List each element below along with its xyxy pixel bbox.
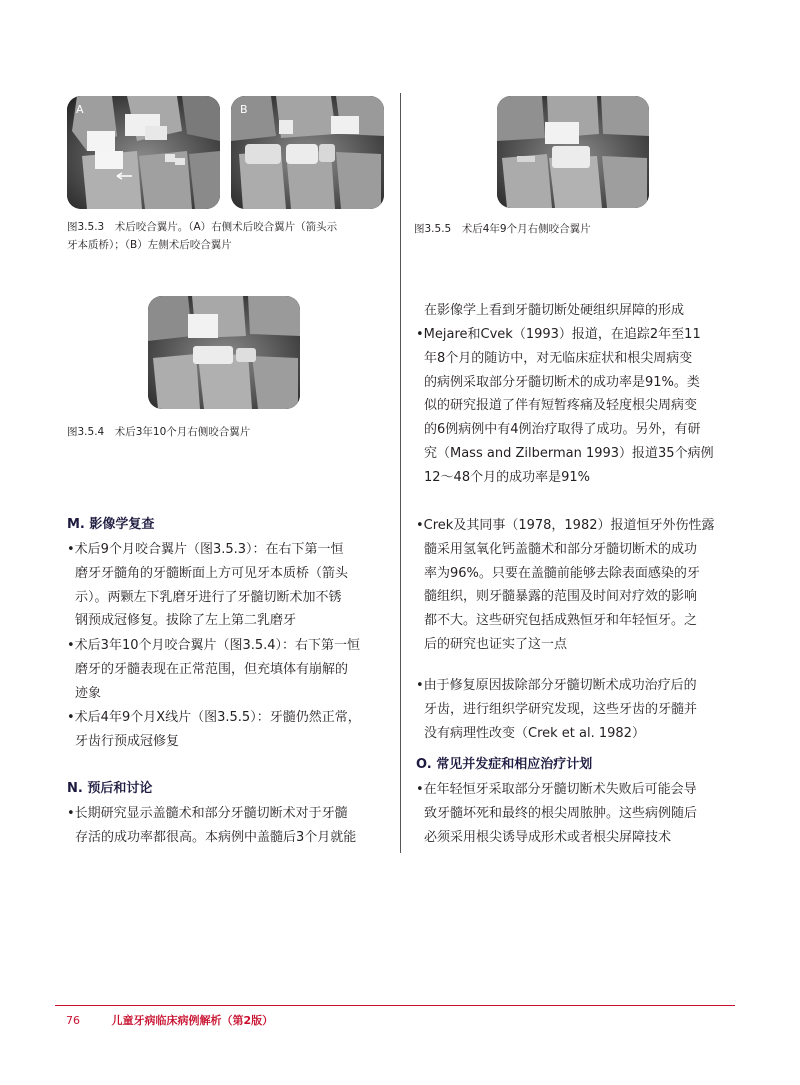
bullet-n-1: •长期研究显示盖髓术和部分牙髓切断术对于牙髓 存活的成功率都很高。本病例中盖髓后3个月就能	[67, 806, 357, 845]
section-heading-m: M. 影像学复查	[67, 517, 155, 532]
section-heading-o: O. 常见并发症和相应治疗计划	[416, 757, 593, 772]
figure-caption-354: 图3.5.4 术后3年10个月右侧咬合翼片	[67, 426, 251, 438]
figure-caption-353: 图3.5.3 术后咬合翼片。（A）右侧术后咬合翼片（箭头示 牙本质桥）；（B）左侧术后咬合翼片	[67, 221, 338, 251]
paragraph-continuation: 在影像学上看到牙髓切断处硬组织屏障的形成	[424, 303, 685, 318]
bullet-m-2: •术后3年10个月咬合翼片（图3.5.4）：右下第一恒 磨牙的牙髓表现在正常范围，但充填体有崩解的 迹象	[67, 638, 361, 701]
book-title: 儿童牙病临床病例解析（第2版）	[111, 1014, 274, 1027]
panel-label-b: B	[240, 103, 248, 116]
bullet-r-3: •由于修复原因拔除部分牙髓切断术成功治疗后的 牙齿，进行组织学研究发现，这些牙齿的牙髓并 没有病理性改变（Crek et al. 1982）	[416, 678, 698, 741]
xray-fig355	[497, 96, 649, 208]
bullet-r-2: •Crek及其同事（1978，1982）报道恒牙外伤性露 髓采用氢氧化钙盖髓术和部分牙髓切断术的成功 率为96%。只要在盖髓前能够去除表面感染的牙 髓组织，则牙髓暴露的范围及时间对疗效的影响 都不大。这些研究包括成熟恒牙和年轻恒牙。之 后的研究也证实了这一点	[416, 518, 715, 652]
bullet-m-1: •术后9个月咬合翼片（图3.5.3）：在右下第一恒 磨牙牙髓角的牙髓断面上方可见牙本质桥（箭头 示）。两颗左下乳磨牙进行了牙髓切断术加不锈 钢预成冠修复。拔除了左上第二乳磨牙	[67, 542, 349, 629]
column-divider	[400, 93, 401, 853]
bullet-r-1: •Mejare和Cvek（1993）报道，在追踪2年至11 年8个月的随访中，对无临床症状和根尖周病变 的病例采取部分牙髓切断术的成功率是91%。类 似的研究报道了伴有短暂疼痛及轻度根尖周病变 的6例病例中有4例治疗取得了成功。另外，有研 究（Mass and Zilberman 1993）报道35个病例 12～48个月的成功率是91%	[416, 327, 714, 485]
xray-fig353-a	[67, 96, 220, 209]
bullet-o-1: •在年轻恒牙采取部分牙髓切断术失败后可能会导 致牙髓坏死和最终的根尖周脓肿。这些病例随后 必须采用根尖诱导成形术或者根尖屏障技术	[416, 782, 698, 845]
figure-caption-355: 图3.5.5 术后4年9个月右侧咬合翼片	[414, 223, 591, 235]
page-number: 76	[66, 1014, 80, 1027]
page-footer	[66, 1012, 273, 1028]
section-heading-n: N. 预后和讨论	[67, 781, 153, 796]
xray-fig353-b	[231, 96, 384, 209]
xray-fig354	[148, 296, 300, 409]
panel-label-a: A	[76, 103, 84, 116]
bullet-m-3: •术后4年9个月X线片（图3.5.5）：牙髓仍然正常， 牙齿行预成冠修复	[67, 710, 361, 749]
footer-rule	[55, 1005, 735, 1006]
